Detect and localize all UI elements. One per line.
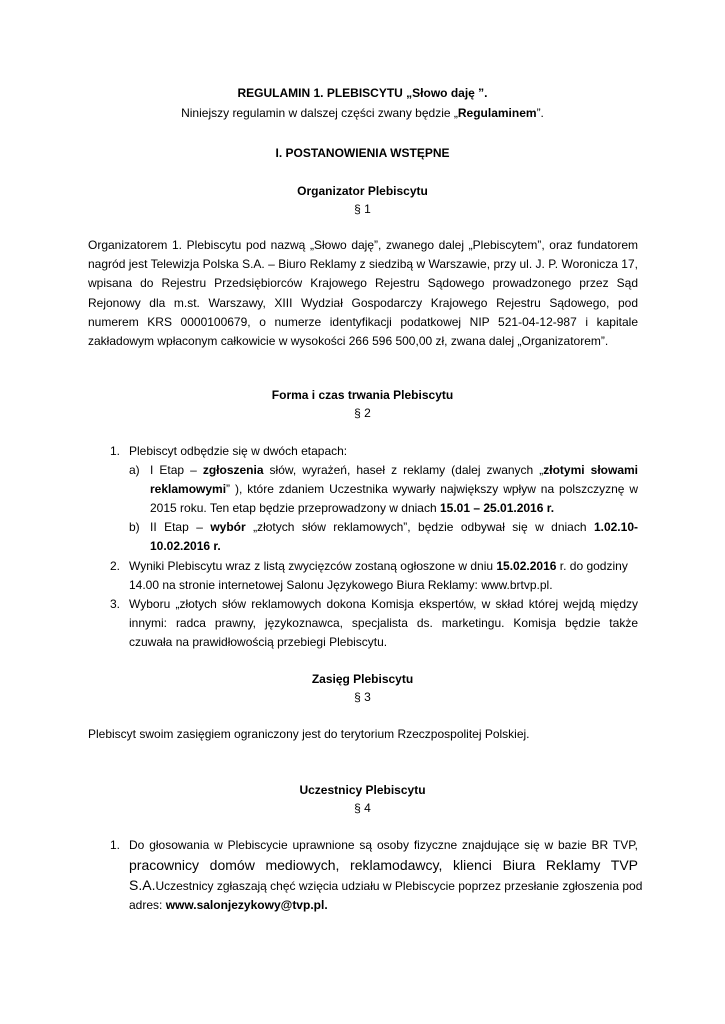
bold-text: wybór [210, 520, 246, 534]
text: „złotych słów reklamowych”, będzie odbywał się w dniach [245, 520, 594, 534]
bold-text: 15.02.2016 [496, 559, 557, 573]
paragraph-sign: § 1 [354, 202, 371, 216]
paragraph-line: nagród jest Telewizja Polska S.A. – Biuro Reklamy z siedzibą w Warszawie, przy ul. J. P. Woronicza 17, [88, 257, 638, 271]
paragraph-line: Plebiscyt swoim zasięgiem ograniczony jest do terytorium Rzeczpospolitej Polskiej. [88, 727, 530, 741]
bold-text: 15.01 – 25.01.2016 r. [439, 501, 555, 515]
list-item-line: pracownicy domów mediowych, reklamodawcy, klienci Biura Reklamy TVP [129, 857, 638, 873]
paragraph-line: Rejonowy dla m.st. Warszawy, XIII Wydział Gospodarczy Krajowego Rejestru Sądowego, pod [88, 296, 638, 310]
section-subheading: Zasięg Plebiscytu [311, 672, 414, 686]
bold-text: zgłoszenia [202, 463, 264, 477]
list-number: 3. [110, 597, 121, 611]
list-item [129, 557, 628, 576]
text: II Etap – [150, 520, 211, 534]
paragraph-sign: § 4 [354, 801, 371, 815]
email-link[interactable]: www.salonjezykowy@tvp.pl. [165, 898, 328, 912]
section-heading: I. POSTANOWIENIA WSTĘPNE [275, 146, 450, 160]
paragraph-line: numerem KRS 0000100679, o numerze identyfikacji podatkowej NIP 521-04-12-987 i kapitale [88, 315, 638, 329]
subtitle-bold: Regulaminem [457, 106, 537, 120]
list-item: Plebiscyt odbędzie się w dwóch etapach: [129, 444, 348, 458]
list-item-line: czuwała na prawidłowością przebiegi Plebiscytu. [129, 635, 388, 649]
list-number: 1. [110, 838, 121, 852]
subtitle-post: ”. [536, 106, 544, 120]
list-item-line: Do głosowania w Plebiscycie uprawnione są osoby fizyczne znajdujące się w bazie BR TVP, [129, 838, 638, 852]
list-number: 2. [110, 559, 121, 573]
subtitle-pre: Niniejszy regulamin w dalszej części zwany będzie „ [181, 106, 458, 120]
document-subtitle [0, 104, 725, 122]
text: I Etap – [150, 463, 203, 477]
list-item-line [129, 896, 328, 915]
list-item-line: 14.00 na stronie internetowej Salonu Językowego Biura Reklamy: www.brtvp.pl. [129, 578, 553, 592]
section-subheading: Forma i czas trwania Plebiscytu [271, 388, 454, 402]
sublist-item-a-line [150, 499, 554, 518]
document-title: REGULAMIN 1. PLEBISCYTU „Słowo daję ”. [237, 86, 488, 100]
text: słów, wyrażeń, haseł z reklamy (dalej zwanych „ [263, 463, 544, 477]
sublist-label: b) [129, 520, 140, 534]
sublist-item-a-line [150, 480, 638, 499]
bold-text: złotymi słowami [543, 463, 638, 477]
list-item-line [129, 876, 642, 896]
text: r. do godziny [556, 559, 628, 573]
text: ” ), które zdaniem Uczestnika wywarły największy wpływ na polszczyznę w [226, 482, 638, 496]
list-number: 1. [110, 444, 121, 458]
sublist-item-a-line [150, 461, 638, 480]
text: adres: [129, 898, 166, 912]
bold-text: reklamowymi [150, 482, 227, 496]
section-subheading: Organizator Plebiscytu [297, 184, 428, 198]
text: 2015 roku. Ten etap będzie przeprowadzony w dniach [150, 501, 440, 515]
text: S.A. [129, 877, 156, 893]
sublist-item-b-line [150, 518, 638, 537]
bold-text: 1.02.10- [593, 520, 638, 534]
paragraph-line: wpisana do Rejestru Przedsiębiorców Krajowego Rejestru Sądowego prowadzonego przez Sąd [88, 276, 638, 290]
text: Uczestnicy zgłaszają chęć wzięcia udziału w Plebiscycie poprzez przesłanie zgłoszenia pod [155, 879, 643, 893]
paragraph-sign: § 2 [354, 406, 371, 420]
sublist-item-b-line: 10.02.2016 r. [150, 539, 221, 553]
paragraph-line: zakładowym wpłaconym całkowicie w wysokości 266 596 500,00 zł, zwana dalej „Organizatorem”. [88, 334, 609, 348]
sublist-label: a) [129, 463, 140, 477]
paragraph-line: Organizatorem 1. Plebiscytu pod nazwą „Słowo daję”, zwanego dalej „Plebiscytem”, oraz fundatorem [88, 238, 638, 252]
paragraph-sign: § 3 [354, 690, 371, 704]
list-item-line: innymi: radca prawny, językoznawca, specjalista ds. marketingu. Komisja będzie także [129, 616, 638, 630]
text: Wyniki Plebiscytu wraz z listą zwycięzców zostaną ogłoszone w dniu [129, 559, 497, 573]
list-item-line: Wyboru „złotych słów reklamowych dokona Komisja ekspertów, w skład której wejdą między [129, 597, 638, 611]
section-subheading: Uczestnicy Plebiscytu [299, 783, 426, 797]
